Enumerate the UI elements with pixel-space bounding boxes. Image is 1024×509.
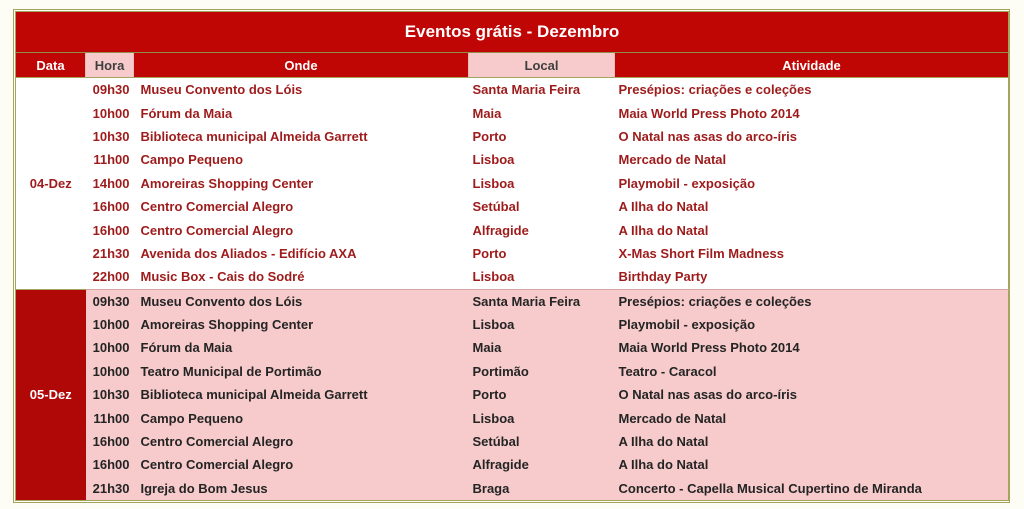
atividade-cell: Presépios: criações e coleções	[615, 78, 1009, 102]
local-cell: Santa Maria Feira	[469, 289, 615, 313]
local-cell: Porto	[469, 383, 615, 406]
onde-cell: Fórum da Maia	[134, 336, 469, 359]
hora-cell: 11h00	[86, 406, 134, 429]
local-cell: Lisboa	[469, 172, 615, 195]
column-header-data: Data	[16, 53, 86, 78]
local-cell: Portimão	[469, 360, 615, 383]
local-cell: Lisboa	[469, 148, 615, 171]
column-header-row	[16, 53, 1009, 78]
onde-cell: Centro Comercial Alegro	[134, 453, 469, 476]
table-row	[16, 172, 1009, 195]
hora-cell: 10h00	[86, 360, 134, 383]
table-row	[16, 453, 1009, 476]
date-cell: 04-Dez	[16, 78, 86, 290]
hora-cell: 09h30	[86, 78, 134, 102]
hora-cell: 10h00	[86, 101, 134, 124]
onde-cell: Biblioteca municipal Almeida Garrett	[134, 125, 469, 148]
hora-cell: 22h00	[86, 265, 134, 289]
table-row	[16, 242, 1009, 265]
table-row	[16, 313, 1009, 336]
onde-cell: Museu Convento dos Lóis	[134, 289, 469, 313]
onde-cell: Teatro Municipal de Portimão	[134, 360, 469, 383]
table-row	[16, 148, 1009, 171]
onde-cell: Biblioteca municipal Almeida Garrett	[134, 383, 469, 406]
local-cell: Porto	[469, 242, 615, 265]
atividade-cell: A Ilha do Natal	[615, 453, 1009, 476]
local-cell: Lisboa	[469, 265, 615, 289]
table-row	[16, 218, 1009, 241]
table-row	[16, 101, 1009, 124]
local-cell: Setúbal	[469, 195, 615, 218]
column-header-local: Local	[469, 53, 615, 78]
hora-cell: 10h30	[86, 125, 134, 148]
atividade-cell: Teatro - Caracol	[615, 360, 1009, 383]
events-tbody	[16, 78, 1009, 501]
hora-cell: 16h00	[86, 195, 134, 218]
local-cell: Alfragide	[469, 453, 615, 476]
atividade-cell: X-Mas Short Film Madness	[615, 242, 1009, 265]
page-title: Eventos grátis - Dezembro	[16, 12, 1009, 53]
table-row	[16, 477, 1009, 501]
hora-cell: 21h30	[86, 477, 134, 501]
onde-cell: Museu Convento dos Lóis	[134, 78, 469, 102]
onde-cell: Amoreiras Shopping Center	[134, 172, 469, 195]
table-row	[16, 383, 1009, 406]
atividade-cell: O Natal nas asas do arco-íris	[615, 125, 1009, 148]
column-header-onde: Onde	[134, 53, 469, 78]
hora-cell: 16h00	[86, 218, 134, 241]
onde-cell: Avenida dos Aliados - Edifício AXA	[134, 242, 469, 265]
local-cell: Maia	[469, 101, 615, 124]
column-header-atividade: Atividade	[615, 53, 1009, 78]
local-cell: Porto	[469, 125, 615, 148]
onde-cell: Centro Comercial Alegro	[134, 218, 469, 241]
atividade-cell: Maia World Press Photo 2014	[615, 101, 1009, 124]
hora-cell: 21h30	[86, 242, 134, 265]
hora-cell: 16h00	[86, 430, 134, 453]
table-row	[16, 360, 1009, 383]
atividade-cell: Birthday Party	[615, 265, 1009, 289]
onde-cell: Campo Pequeno	[134, 406, 469, 429]
onde-cell: Centro Comercial Alegro	[134, 430, 469, 453]
hora-cell: 10h00	[86, 313, 134, 336]
column-header-hora: Hora	[86, 53, 134, 78]
hora-cell: 10h00	[86, 336, 134, 359]
atividade-cell: Maia World Press Photo 2014	[615, 336, 1009, 359]
local-cell: Braga	[469, 477, 615, 501]
local-cell: Lisboa	[469, 313, 615, 336]
title-row	[16, 12, 1009, 53]
hora-cell: 11h00	[86, 148, 134, 171]
table-row	[16, 125, 1009, 148]
hora-cell: 14h00	[86, 172, 134, 195]
events-table	[15, 11, 1009, 501]
local-cell: Setúbal	[469, 430, 615, 453]
table-row	[16, 336, 1009, 359]
table-row	[16, 265, 1009, 289]
onde-cell: Amoreiras Shopping Center	[134, 313, 469, 336]
atividade-cell: Presépios: criações e coleções	[615, 289, 1009, 313]
table-row	[16, 289, 1009, 313]
onde-cell: Music Box - Cais do Sodré	[134, 265, 469, 289]
local-cell: Alfragide	[469, 218, 615, 241]
table-row	[16, 406, 1009, 429]
hora-cell: 10h30	[86, 383, 134, 406]
atividade-cell: Mercado de Natal	[615, 148, 1009, 171]
local-cell: Maia	[469, 336, 615, 359]
table-row	[16, 78, 1009, 102]
atividade-cell: Mercado de Natal	[615, 406, 1009, 429]
local-cell: Lisboa	[469, 406, 615, 429]
onde-cell: Centro Comercial Alegro	[134, 195, 469, 218]
onde-cell: Campo Pequeno	[134, 148, 469, 171]
atividade-cell: A Ilha do Natal	[615, 218, 1009, 241]
table-row	[16, 430, 1009, 453]
hora-cell: 09h30	[86, 289, 134, 313]
onde-cell: Igreja do Bom Jesus	[134, 477, 469, 501]
atividade-cell: Playmobil - exposição	[615, 172, 1009, 195]
events-table-container	[13, 9, 1010, 503]
atividade-cell: A Ilha do Natal	[615, 195, 1009, 218]
hora-cell: 16h00	[86, 453, 134, 476]
atividade-cell: Concerto - Capella Musical Cupertino de Miranda	[615, 477, 1009, 501]
date-cell: 05-Dez	[16, 289, 86, 501]
atividade-cell: O Natal nas asas do arco-íris	[615, 383, 1009, 406]
table-row	[16, 195, 1009, 218]
atividade-cell: A Ilha do Natal	[615, 430, 1009, 453]
onde-cell: Fórum da Maia	[134, 101, 469, 124]
local-cell: Santa Maria Feira	[469, 78, 615, 102]
atividade-cell: Playmobil - exposição	[615, 313, 1009, 336]
